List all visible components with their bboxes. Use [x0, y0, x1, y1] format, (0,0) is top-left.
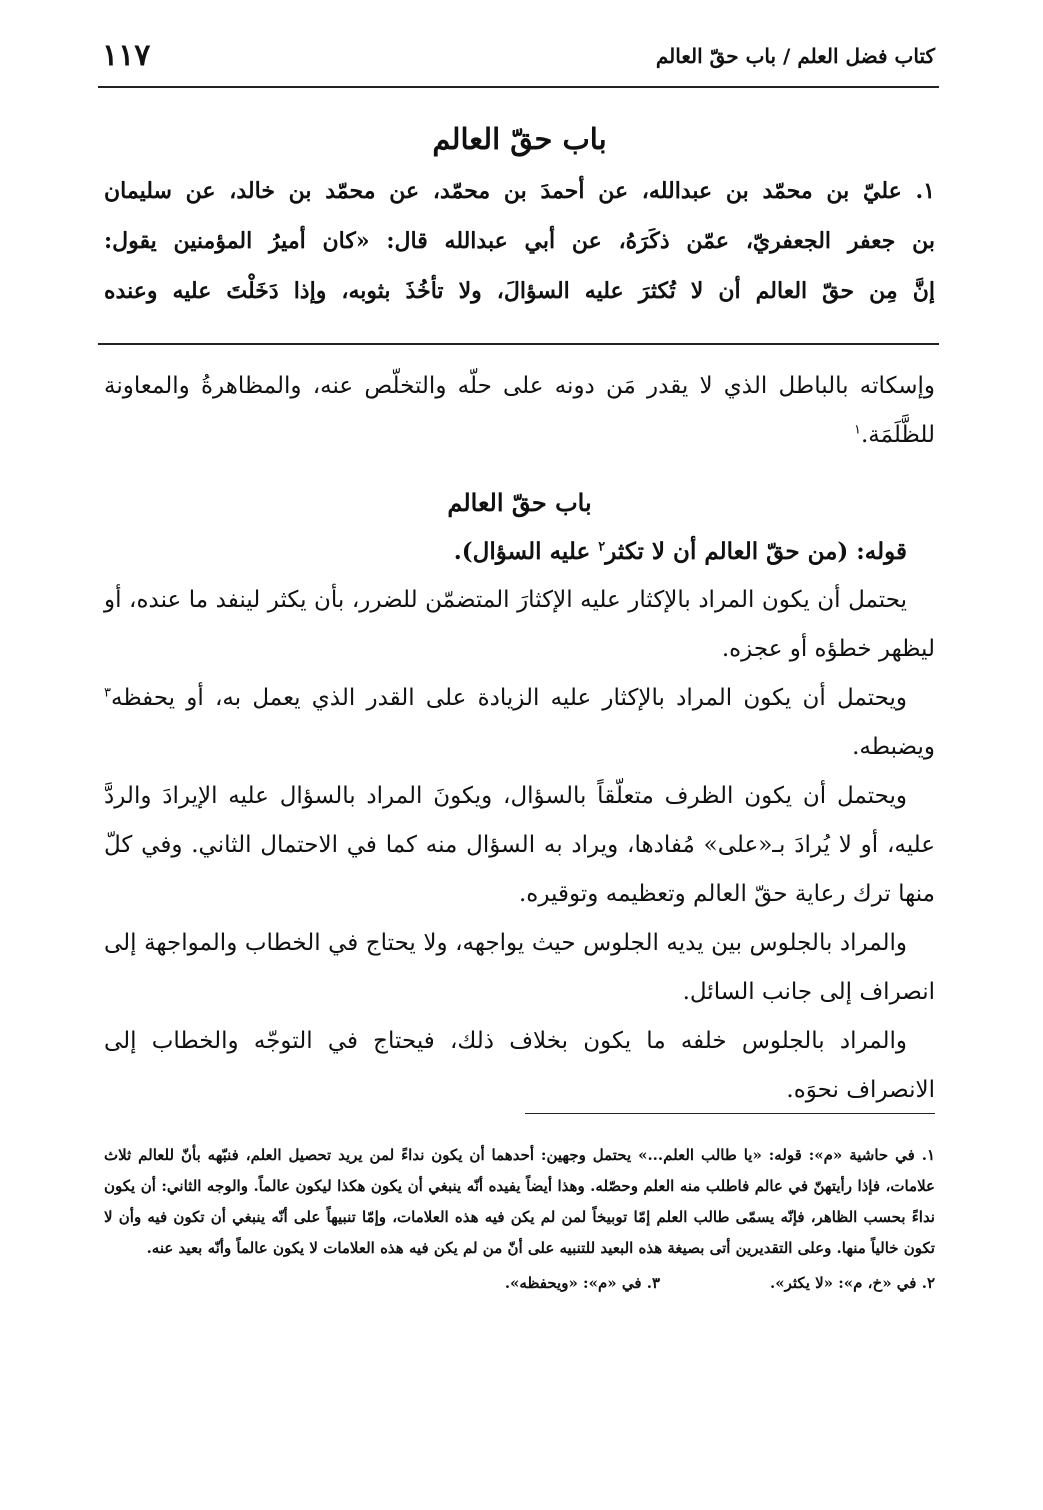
footnote-1: ١. في حاشية «م»: قوله: «يا طالب العلم...» يحتمل وجهين: أحدهما أن يكون نداءً لمن يريد تحصيل العلم، فنبّهه بأنّ للعالم ثلاث علامات، فإذا رأيتهنّ في عالم فاطلب منه العلم وحصّله. وهذا أيضاً يفيده أنّه ينبغي أن يكون هكذا ليكون عالماً. والوجه الثاني: أن يكون نداءً بحسب الظاهر، فإنّه يسمّى طالب العلم إمّا توبيخاً لمن لم يكن فيه هذه العلامات، وإمّا تنبيهاً على أنّه ينبغي أن تكون فيه وأن لا تكون خالياً منها. وعلى التقديرين أتى بصيغة هذه البعيد للتنبيه على أنّ من لم يكن فيه هذه العلامات لا يكون عالماً وأنّه بعيد عنه. — [104, 1146, 935, 1257]
hadith-line: بن جعفر الجعفريّ، عمّن ذكَرَهُ، عن أبي عبدالله قال: «كان أميرُ المؤمنين يقول: — [104, 228, 935, 254]
quote-text: قوله: (من حقّ العالم أن لا تكثر — [605, 538, 907, 565]
hadith-heading: باب حقّ العالم — [432, 122, 607, 156]
quoted-lemma — [104, 527, 935, 576]
continuation-text: وإسكاته بالباطل الذي لا يقدر مَن دونه على حلّه والتخلّص عنه، والمظاهرةُ والمعاونة للظَّلَمَة. — [104, 373, 935, 448]
continuation-paragraph — [104, 362, 935, 460]
section-divider — [98, 343, 939, 345]
footnote-3: ٣. في «م»: «ويحفظه». — [504, 1274, 661, 1292]
quote-text-end: عليه السؤال). — [453, 538, 599, 565]
footnote-row — [104, 1268, 935, 1299]
page-number: ١١٧ — [102, 38, 151, 73]
footnotes — [104, 1140, 935, 1299]
paragraph: والمراد بالجلوس خلفه ما يكون بخلاف ذلك، فيحتاج في التوجّه والخطاب إلى الانصراف نحوَه. — [104, 1028, 935, 1103]
paragraph: يحتمل أن يكون المراد بالإكثار عليه الإكثارَ المتضمّن للضرر، بأن يكثر لينفد ما عنده، أو ليظهر خطؤه أو عجزه. — [104, 587, 935, 662]
footnote-ref: ٣ — [104, 685, 111, 701]
paragraph: ويحتمل أن يكون الظرف متعلّقاً بالسؤال، ويكونَ المراد بالسؤال عليه الإيرادَ والردَّ عليه، أو لا يُرادَ بـ«على» مُفادها، ويراد به السؤال منه كما في الاحتمال الثاني. وفي كلّ منها ترك رعاية حقّ العالم وتعظيمه وتوقيره. — [104, 783, 935, 907]
paragraph — [104, 674, 935, 772]
paragraph-text: ويحتمل أن يكون المراد بالإكثار عليه الزيادة على القدر الذي يعمل به، أو يحفظه — [110, 685, 907, 711]
header-divider — [98, 86, 939, 88]
footnote-divider — [525, 1113, 935, 1114]
commentary — [104, 362, 935, 1115]
paragraph-text-end: ويضبطه. — [852, 734, 935, 760]
footnote-ref: ١ — [853, 422, 861, 438]
footnote-2: ٢. في «خ، م»: «لا يكثر». — [770, 1274, 935, 1292]
paragraph: والمراد بالجلوس بين يديه الجلوس حيث يواجهه، ولا يحتاج في الخطاب والمواجهة إلى انصراف إلى جانب السائل. — [104, 930, 935, 1005]
hadith-line: إنَّ مِن حقّ العالم أن لا تُكثرَ عليه السؤالَ، ولا تأخُذَ بثوبه، وإذا دَخَلْتَ عليه وعنده — [104, 278, 935, 304]
hadith-line: ١. عليّ بن محمّد بن عبدالله، عن أحمدَ بن محمّد، عن محمّد بن خالد، عن سليمان — [104, 178, 935, 204]
footnote-ref: ٢ — [598, 539, 606, 555]
running-header: كتاب فضل العلم / باب حقّ العالم — [655, 44, 935, 68]
hadith-block — [104, 122, 935, 316]
section-heading: باب حقّ العالم — [447, 488, 592, 517]
